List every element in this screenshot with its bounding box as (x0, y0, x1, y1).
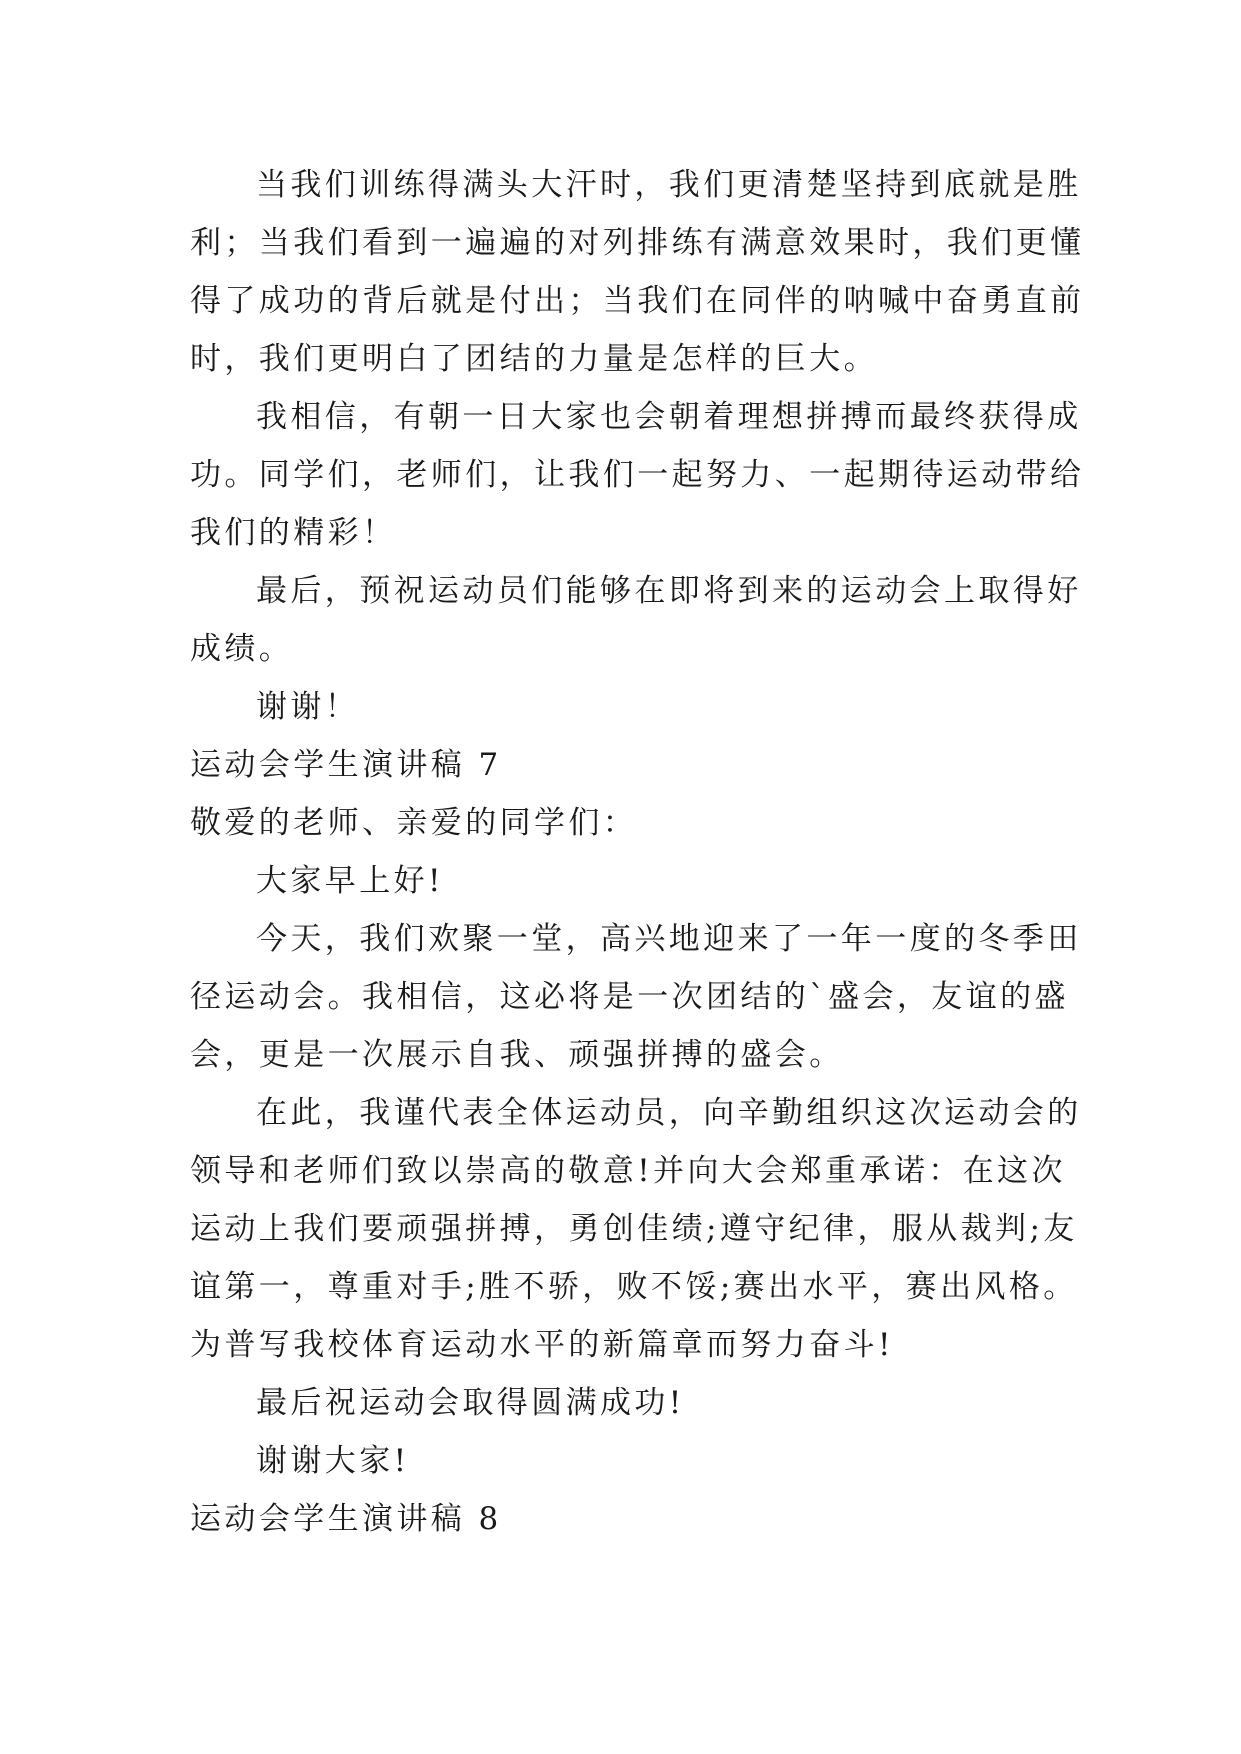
paragraph-line: 径运动会。我相信，这必将是一次团结的`盛会，友谊的盛 (190, 979, 1069, 1015)
paragraph-line: 会，更是一次展示自我、顽强拼搏的盛会。 (190, 1037, 844, 1073)
section-heading: 运动会学生演讲稿 8 (190, 1501, 502, 1537)
paragraph-line: 功。同学们，老师们，让我们一起努力、一起期待运动带给 (190, 457, 1085, 493)
paragraph-line: 成绩。 (190, 631, 294, 667)
paragraph-line: 时，我们更明白了团结的力量是怎样的巨大。 (190, 341, 878, 377)
paragraph-line: 我相信，有朝一日大家也会朝着理想拼搏而最终获得成 (256, 399, 1082, 435)
paragraph-line: 谢谢大家! (256, 1443, 410, 1479)
paragraph-line: 为普写我校体育运动水平的新篇章而努力奋斗! (190, 1327, 894, 1363)
paragraph-line: 运动上我们要顽强拼搏，勇创佳绩;遵守纪律，服从裁判;友 (190, 1211, 1078, 1247)
paragraph-line: 今天，我们欢聚一堂，高兴地迎来了一年一度的冬季田 (256, 921, 1082, 957)
paragraph-line: 利；当我们看到一遍遍的对列排练有满意效果时，我们更懂 (190, 225, 1085, 261)
paragraph-line: 最后祝运动会取得圆满成功! (256, 1385, 685, 1421)
paragraph-line: 最后，预祝运动员们能够在即将到来的运动会上取得好 (256, 573, 1082, 609)
paragraph-line: 在此，我谨代表全体运动员，向辛勤组织这次运动会的 (256, 1095, 1082, 1131)
paragraph-line: 谢谢！ (256, 689, 360, 725)
salutation: 敬爱的老师、亲爱的同学们： (190, 805, 638, 841)
section-heading: 运动会学生演讲稿 7 (190, 747, 502, 783)
paragraph-line: 领导和老师们致以崇高的敬意!并向大会郑重承诺：在这次 (190, 1153, 1066, 1189)
greeting: 大家早上好! (256, 863, 444, 899)
paragraph-line: 我们的精彩！ (190, 515, 397, 551)
paragraph-line: 当我们训练得满头大汗时，我们更清楚坚持到底就是胜 (256, 167, 1082, 203)
paragraph-line: 谊第一，尊重对手;胜不骄，败不馁;赛出水平，赛出风格。 (190, 1269, 1078, 1305)
paragraph-line: 得了成功的背后就是付出；当我们在同伴的呐喊中奋勇直前 (190, 283, 1085, 319)
